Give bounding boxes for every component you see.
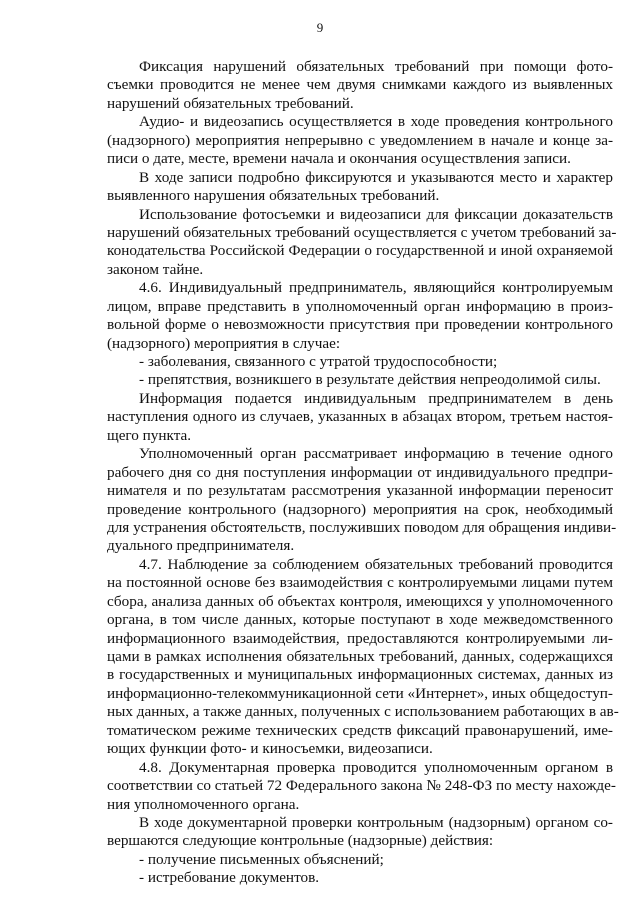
text-line: Использование фотосъемки и видеозаписи для фиксации доказательств (139, 205, 613, 223)
text-line: цами в рамках исполнения обязательных требований, данных, содержащихся (107, 648, 613, 665)
text-line: для устранения обстоятельств, послуживших поводом для обращения индиви- (107, 518, 617, 536)
text-line: (надзорного) мероприятия непрерывно с уведомлением в начале и конце за- (107, 131, 613, 149)
text-line: Уполномоченный орган рассматривает информацию в течение одного (139, 445, 613, 463)
text-line: информационного взаимодействия, предоставляются контролируемыми ли- (107, 629, 613, 647)
text-line: - заболевания, связанного с утратой трудоспособности; (139, 353, 498, 370)
text-line: вершаются следующие контрольные (надзорные) действия: (107, 832, 494, 850)
text-line: Фиксация нарушений обязательных требований при помощи фото- (139, 58, 613, 75)
text-line: соответствии со статьей 72 Федерального закона № 248-ФЗ по месту нахожде- (107, 777, 616, 795)
text-line: В ходе документарной проверки контрольным (надзорным) органом со- (139, 813, 613, 831)
text-line: информационно-телекоммуникационной сети «Интернет», иных общедоступ- (107, 684, 613, 702)
text-line: нарушений обязательных требований осуществляется с учетом требований за- (107, 223, 617, 241)
text-line: В ходе записи подробно фиксируются и указываются место и характер (139, 168, 613, 186)
text-line: вольной форме о невозможности присутствия при проведении контрольного (107, 316, 613, 334)
text-line: законом тайне. (107, 260, 204, 278)
text-line: - получение письменных объяснений; (139, 850, 384, 868)
text-line: ных данных, а также данных, полученных с использованием работающих в ав- (107, 703, 619, 721)
text-line: выявленного нарушения обязательных требований. (107, 187, 440, 205)
page-number: 9 (316, 20, 324, 35)
text-line: ющих функции фото- и киносъемки, видеозаписи. (107, 740, 433, 758)
text-line: нарушений обязательных требований. (107, 94, 354, 112)
document-body (107, 58, 619, 888)
text-line: - истребование документов. (139, 869, 320, 887)
text-line: томатическом режиме технических средств фиксаций правонарушений, име- (107, 721, 613, 739)
text-line: 4.7. Наблюдение за соблюдением обязательных требований проводится (139, 555, 613, 573)
text-line: - препятствия, возникшего в результате действия непреодолимой силы. (139, 371, 601, 389)
text-line: ния уполномоченного органа. (107, 795, 300, 813)
text-line: наступления одного из случаев, указанных в абзацах втором, третьем настоя- (107, 408, 613, 426)
text-line: в государственных и муниципальных информационных системах, данных из (107, 666, 613, 684)
text-line: 4.6. Индивидуальный предприниматель, являющийся контролируемым (139, 279, 613, 297)
text-line: (надзорного) мероприятия в случае: (107, 334, 341, 352)
text-line: Информация подается индивидуальным предпринимателем в день (139, 389, 613, 407)
text-line: щего пункта. (107, 426, 192, 444)
text-line: дуального предпринимателя. (107, 537, 295, 555)
text-line: писи о дате, месте, времени начала и окончания осуществления записи. (107, 150, 571, 168)
text-line: конодательства Российской Федерации о государственной и иной охраняемой (107, 242, 613, 260)
text-line: сбора, анализа данных об объектах контроля, имеющихся у уполномоченного (107, 592, 613, 610)
text-line: лицом, вправе представить в уполномоченный орган информацию в произ- (107, 297, 613, 315)
text-line: 4.8. Документарная проверка проводится уполномоченным органом в (139, 758, 613, 776)
text-line: органа, в том числе данных, которые поступают в ходе межведомственного (107, 611, 613, 629)
text-line: нимателя и по результатам рассмотрения указанной информации переносит (107, 482, 613, 500)
text-line: на постоянной основе без взаимодействия с контролируемыми лицами путем (107, 574, 613, 592)
text-line: проведение контрольного (надзорного) мероприятия на срок, необходимый (107, 500, 613, 518)
text-line: Аудио- и видеозапись осуществляется в ходе проведения контрольного (139, 113, 613, 131)
text-line: рабочего дня со дня поступления информации от индивидуального предпри- (107, 463, 613, 481)
text-line: съемки проводится не менее чем двумя снимками каждого из выявленных (107, 76, 613, 94)
